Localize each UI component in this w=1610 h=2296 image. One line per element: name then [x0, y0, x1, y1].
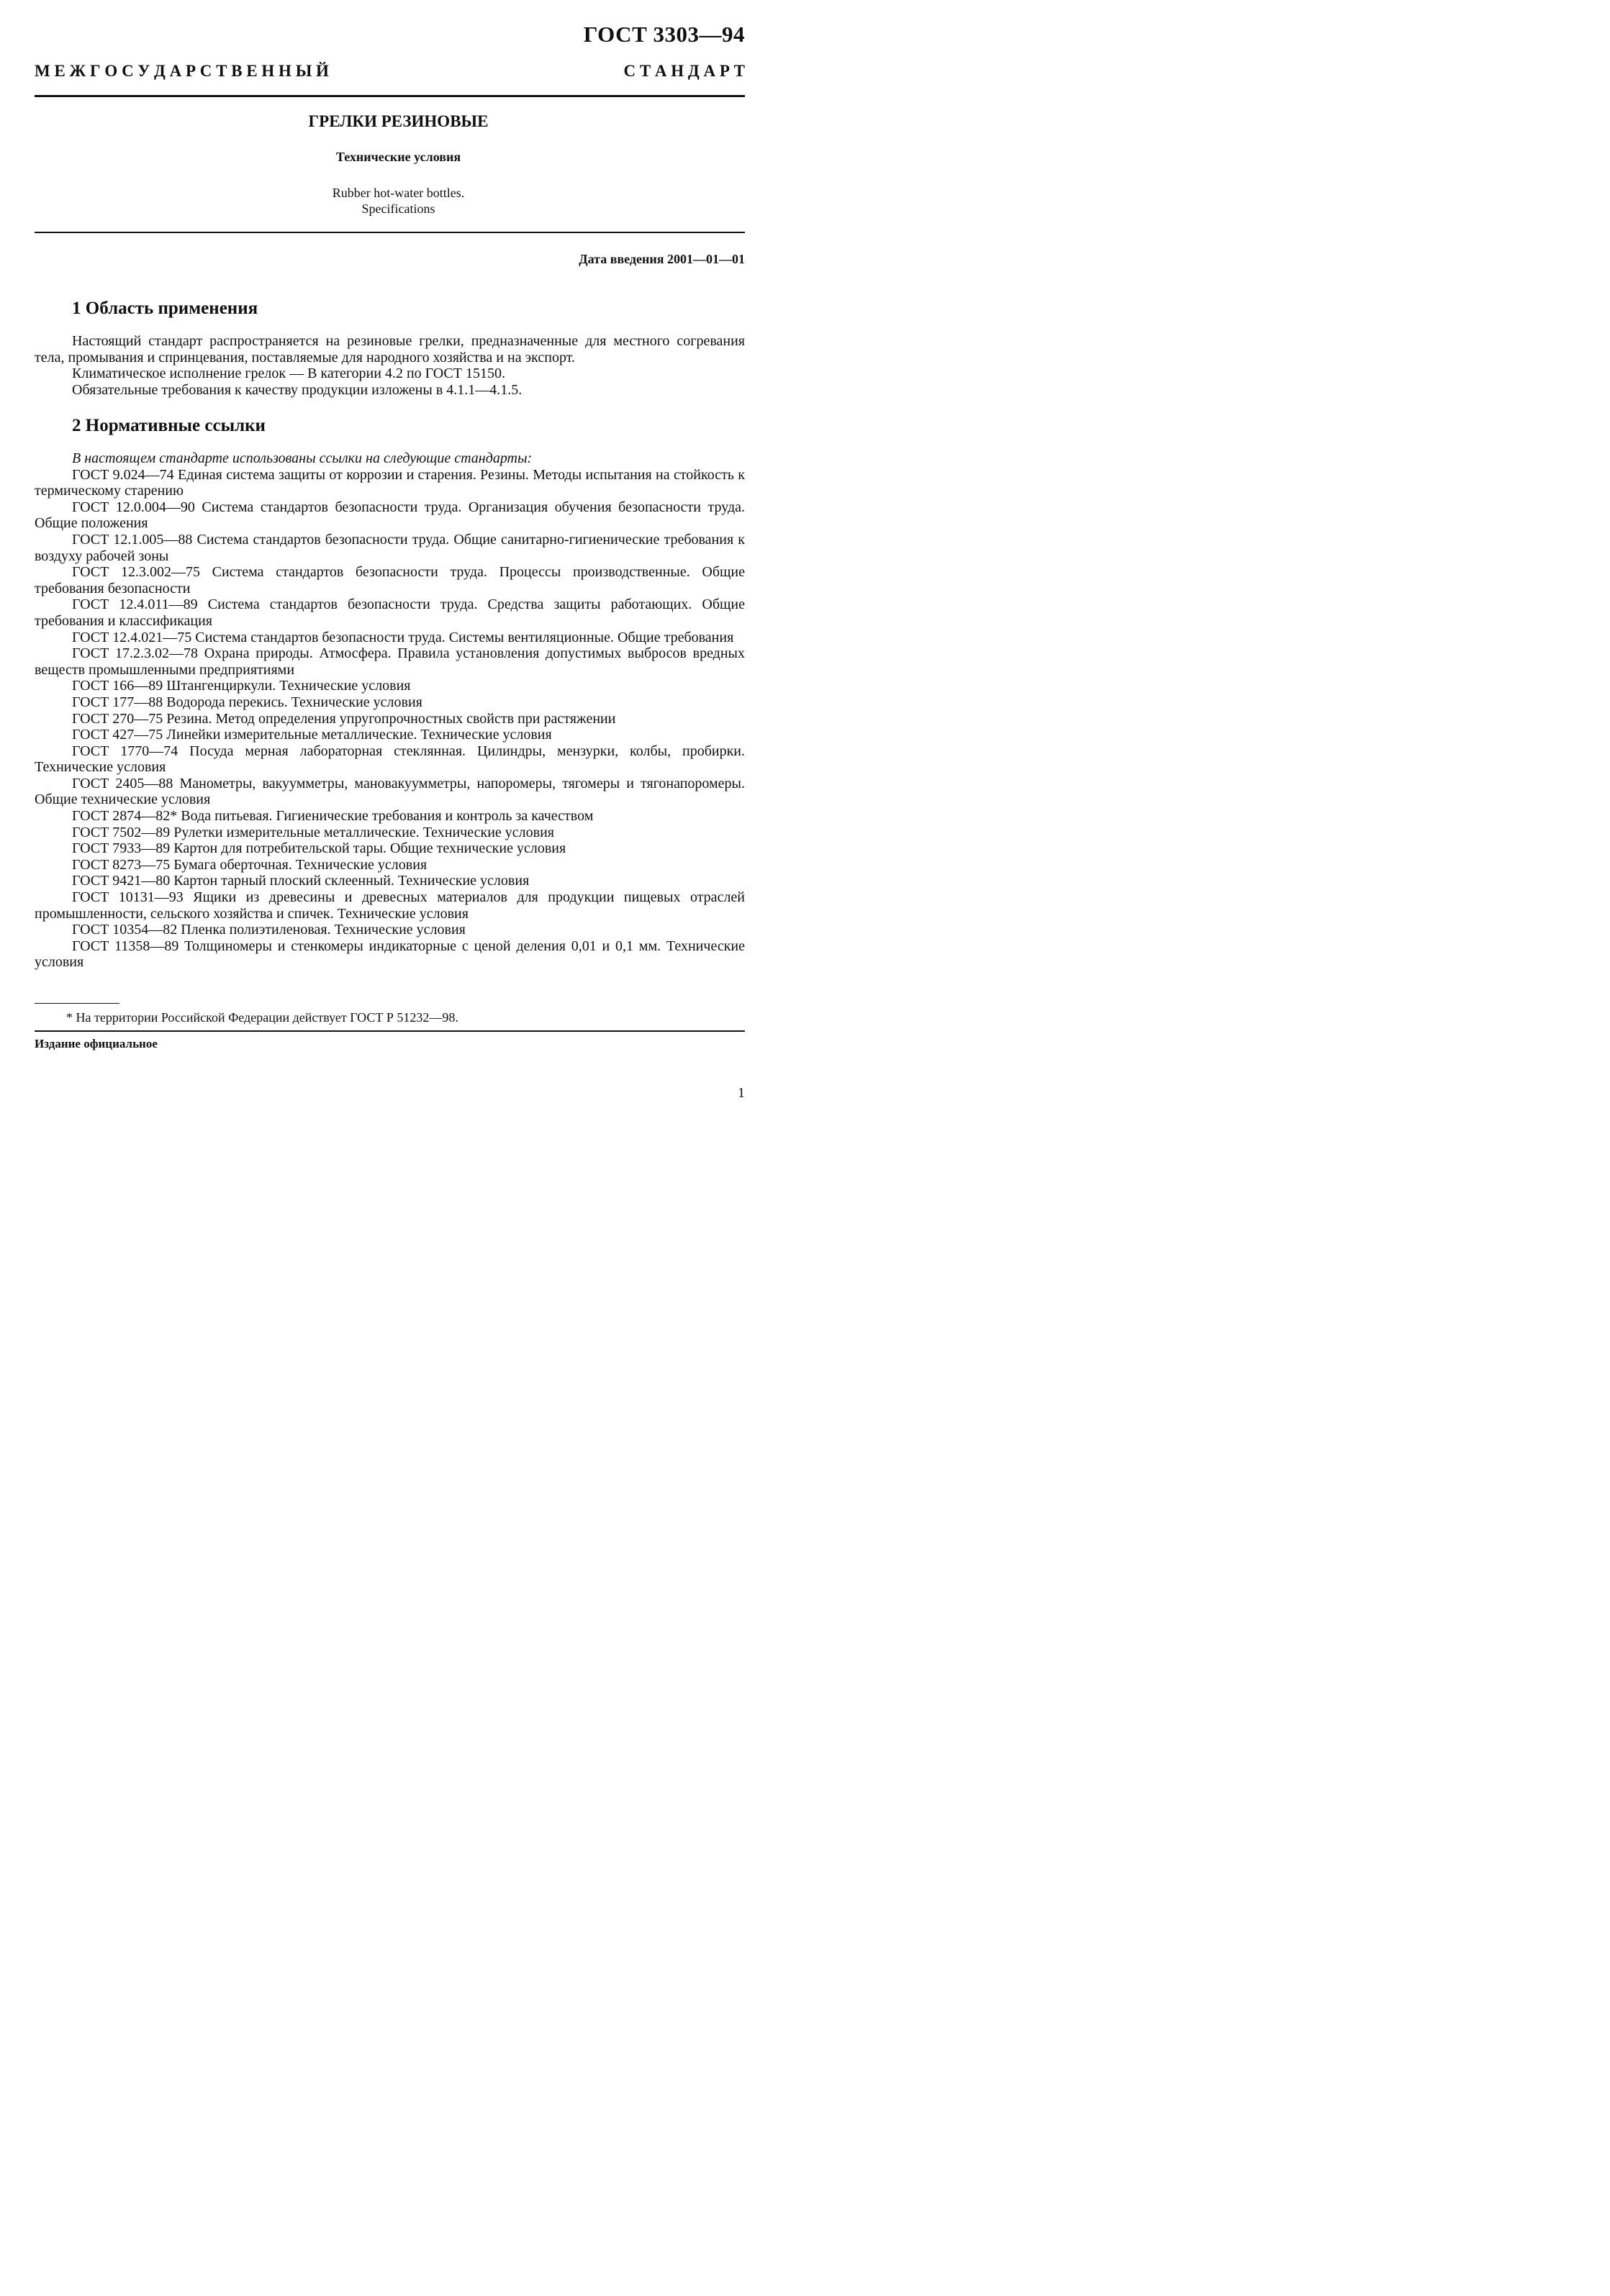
banner-word-interstate: М Е Ж Г О С У Д А Р С Т В Е Н Н Ы Й — [35, 62, 329, 80]
standard-code: ГОСТ 3303—94 — [583, 22, 745, 47]
reference-item: ГОСТ 12.4.011—89 Система стандартов безопасности труда. Средства защиты работающих. Общие требования и классификация — [35, 596, 745, 629]
reference-item: ГОСТ 1770—74 Посуда мерная лабораторная стеклянная. Цилиндры, мензурки, колбы, пробирки. Технические условия — [35, 743, 745, 776]
reference-item: ГОСТ 10354—82 Пленка полиэтиленовая. Технические условия — [72, 922, 466, 938]
document-page — [0, 0, 797, 1139]
section-scope-body — [35, 333, 745, 398]
section-heading-references: 2 Нормативные ссылки — [72, 416, 266, 435]
footnote-rule — [35, 1003, 119, 1004]
reference-item: ГОСТ 17.2.3.02—78 Охрана природы. Атмосфера. Правила установления допустимых выбросов вредных веществ промышленными предприятиями — [35, 645, 745, 678]
section-heading-scope: 1 Область применения — [72, 299, 258, 318]
reference-item: ГОСТ 8273—75 Бумага оберточная. Технические условия — [72, 856, 428, 873]
reference-item: ГОСТ 12.4.021—75 Система стандартов безопасности труда. Системы вентиляционные. Общие требования — [72, 629, 734, 645]
reference-item: ГОСТ 9421—80 Картон тарный плоский склеенный. Технические условия — [72, 873, 530, 889]
references-intro: В настоящем стандарте использованы ссылки на следующие стандарты: — [72, 450, 533, 466]
english-title-line2: Specifications — [361, 201, 435, 216]
reference-item: ГОСТ 12.3.002—75 Система стандартов безопасности труда. Процессы производственные. Общие требования безопасности — [35, 564, 745, 596]
reference-item: ГОСТ 270—75 Резина. Метод определения упругопрочностных свойств при растяжении — [72, 710, 616, 727]
reference-item: ГОСТ 2874—82* Вода питьевая. Гигиенические требования и контроль за качеством — [72, 808, 594, 825]
footer-rule — [35, 1030, 745, 1032]
reference-item: ГОСТ 2405—88 Манометры, вакуумметры, мановакуумметры, напоромеры, тягомеры и тягонапоромеры. Общие технические условия — [35, 775, 745, 808]
interstate-standard-banner — [35, 62, 745, 81]
reference-item: ГОСТ 177—88 Водорода перекись. Технические условия — [72, 694, 422, 710]
introduction-date: Дата введения 2001—01—01 — [579, 252, 745, 266]
reference-item: ГОСТ 427—75 Линейки измерительные металлические. Технические условия — [72, 727, 552, 743]
reference-item: ГОСТ 9.024—74 Единая система защиты от коррозии и старения. Резины. Методы испытания на стойкость к термическому старению — [35, 466, 745, 499]
document-title: ГРЕЛКИ РЕЗИНОВЫЕ — [308, 112, 489, 130]
english-title — [0, 185, 797, 217]
reference-item: ГОСТ 12.1.005—88 Система стандартов безопасности труда. Общие санитарно-гигиенические требования к воздуху рабочей зоны — [35, 531, 745, 564]
document-subtitle: Технические условия — [335, 150, 461, 164]
header-rule — [35, 95, 745, 97]
paragraph: Климатическое исполнение грелок — В категории 4.2 по ГОСТ 15150. — [72, 366, 505, 382]
reference-item: ГОСТ 10131—93 Ящики из древесины и древесных материалов для продукции пищевых отраслей промышленности, сельского хозяйства и спичек. Технические условия — [35, 889, 745, 922]
title-rule — [35, 232, 745, 233]
banner-word-standard: С Т А Н Д А Р Т — [623, 62, 745, 80]
reference-item: ГОСТ 12.0.004—90 Система стандартов безопасности труда. Организация обучения безопасности труда. Общие положения — [35, 499, 745, 532]
page-number: 1 — [738, 1085, 745, 1101]
edition-label: Издание официальное — [35, 1037, 158, 1051]
reference-item: ГОСТ 7502—89 Рулетки измерительные металлические. Технические условия — [72, 824, 554, 840]
reference-item: ГОСТ 166—89 Штангенциркули. Технические условия — [72, 678, 411, 694]
reference-item: ГОСТ 11358—89 Толщиномеры и стенкомеры индикаторные с ценой деления 0,01 и 0,1 мм. Технические условия — [35, 938, 745, 971]
english-title-line1: Rubber hot-water bottles. — [332, 186, 465, 200]
footnote: * На территории Российской Федерации действует ГОСТ Р 51232—98. — [66, 1010, 458, 1025]
section-references-body — [35, 450, 745, 971]
paragraph: Настоящий стандарт распространяется на резиновые грелки, предназначенные для местного согревания тела, промывания и спринцевания, поставляемые для народного хозяйства и на экспорт. — [35, 333, 745, 366]
reference-item: ГОСТ 7933—89 Картон для потребительской тары. Общие технические условия — [72, 840, 566, 857]
paragraph: Обязательные требования к качеству продукции изложены в 4.1.1—4.1.5. — [72, 381, 523, 398]
